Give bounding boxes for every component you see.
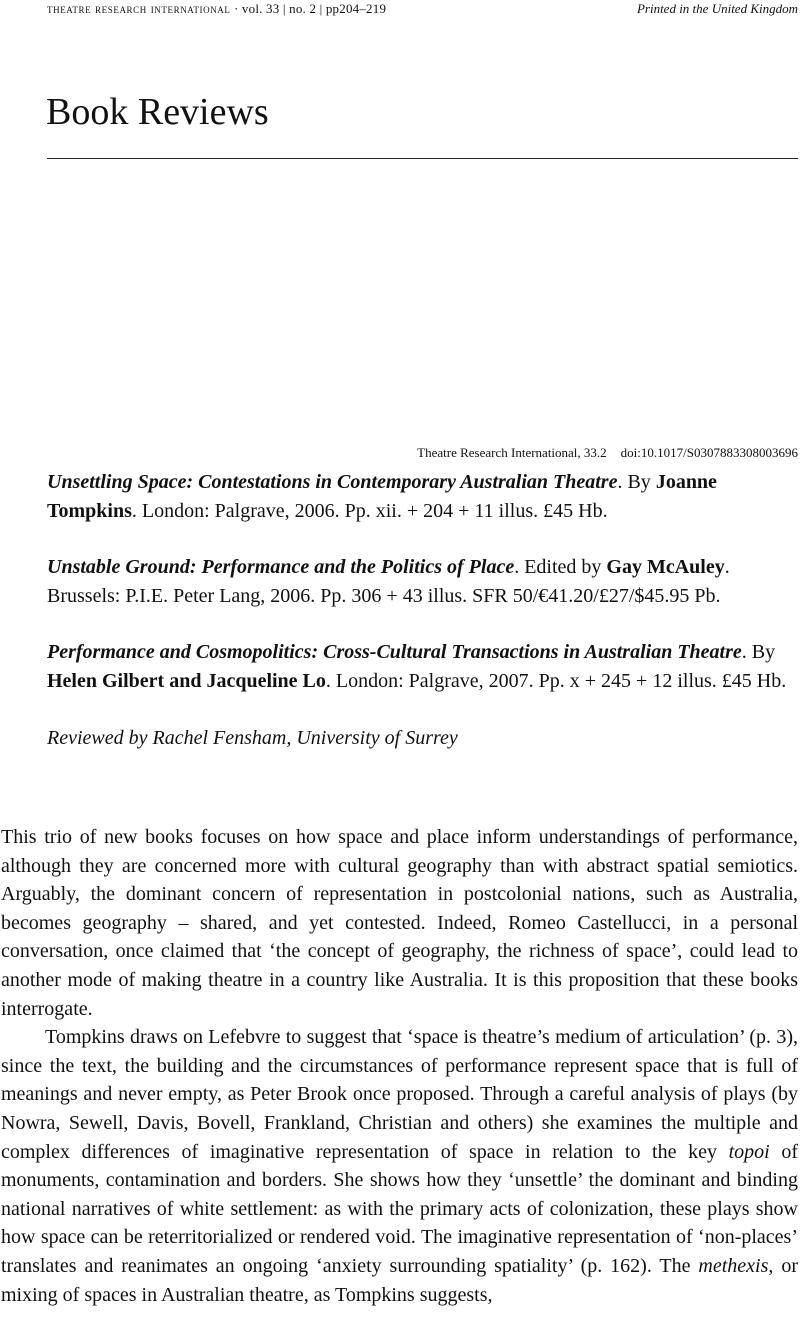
paragraph-2-text-c: , or mixing of spaces in Australian theatre, as Tompkins suggests, — [1, 1254, 798, 1306]
paragraph-2-text-b: of monuments, contamination and borders. She shows how they ‘unsettle’ the dominant and binding national narratives of white settlement: as with the primary acts of colonization, these plays show how space can be reterritorialized or rendered void. The imaginative representation of ‘non-places’ translates and reanimates an ongoing ‘anxiety surrounding spatiality’ (p. 162). The — [1, 1140, 798, 1277]
issue-info: · vol. 33 | no. 2 | pp204–219 — [233, 1, 387, 16]
paragraph-2-text-a: Tompkins draws on Lefebvre to suggest that ‘space is theatre’s medium of articulation’ (p. 3), since the text, the building and the circumstances of performance represent space that is full of meanings and never empty, as Peter Brook once proposed. Through a careful analysis of plays (by Nowra, Sewell, Davis, Bovell, Frankland, Christian and others) she examines the multiple and complex differences of imaginative representation of space in relation to the key — [1, 1026, 798, 1163]
running-head — [47, 0, 798, 20]
title-divider — [47, 158, 798, 159]
book-entry-3 — [47, 638, 798, 695]
book-title: Unstable Ground: Performance and the Politics of Place — [47, 556, 515, 578]
book-title: Performance and Cosmopolitics: Cross-Cultural Transactions in Australian Theatre — [47, 641, 742, 663]
book-title: Unsettling Space: Contestations in Contemporary Australian Theatre — [47, 471, 618, 493]
book-byline: . Edited by — [514, 556, 607, 578]
book-details: . Brussels: P.I.E. Peter Lang, 2006. Pp. 306 + 43 illus. SFR 50/€41.20/£27/$45.95 Pb. — [47, 556, 730, 607]
review-body — [1, 823, 798, 1309]
section-title: Book Reviews — [46, 91, 269, 133]
book-entry-2 — [47, 553, 798, 610]
printed-location: Printed in the United Kingdom — [636, 1, 798, 16]
book-byline: . By — [617, 471, 656, 493]
journal-issue-info — [47, 0, 386, 18]
book-details: . London: Palgrave, 2007. Pp. x + 245 + 12 illus. £45 Hb. — [325, 669, 787, 692]
book-byline: . By — [741, 641, 776, 663]
paragraph-1: This trio of new books focuses on how space and place inform understandings of performance, although they are concerned more with cultural geography than with abstract spatial semiotics. Arguably, the dominant concern of representation in postcolonial nations, such as Australia, becomes geography – shared, and yet contested. Indeed, Romeo Castellucci, in a personal conversation, once claimed that ‘the concept of geography, the richness of space’, could lead to another mode of making theatre in a country like Australia. It is this proposition that these books interrogate. — [1, 826, 798, 1020]
citation-journal: Theatre Research International, 33.2 — [417, 445, 607, 460]
book-author: Helen Gilbert and Jacqueline Lo — [47, 669, 326, 692]
book-author: Gay McAuley — [606, 556, 725, 578]
book-entry-1 — [47, 468, 798, 525]
term-methexis: methexis — [698, 1254, 769, 1277]
reviewer-line: Reviewed by Rachel Fensham, University of Surrey — [47, 727, 458, 749]
citation-doi: doi:10.1017/S0307883308003696 — [620, 445, 798, 460]
book-author: Joanne Tompkins — [47, 471, 717, 522]
paragraph-2 — [1, 1023, 798, 1309]
book-details: . London: Palgrave, 2006. Pp. xii. + 204 + 11 illus. £45 Hb. — [131, 499, 608, 522]
journal-name: theatre research international — [47, 1, 231, 16]
citation-line — [417, 444, 798, 462]
term-topoi: topoi — [728, 1140, 770, 1163]
